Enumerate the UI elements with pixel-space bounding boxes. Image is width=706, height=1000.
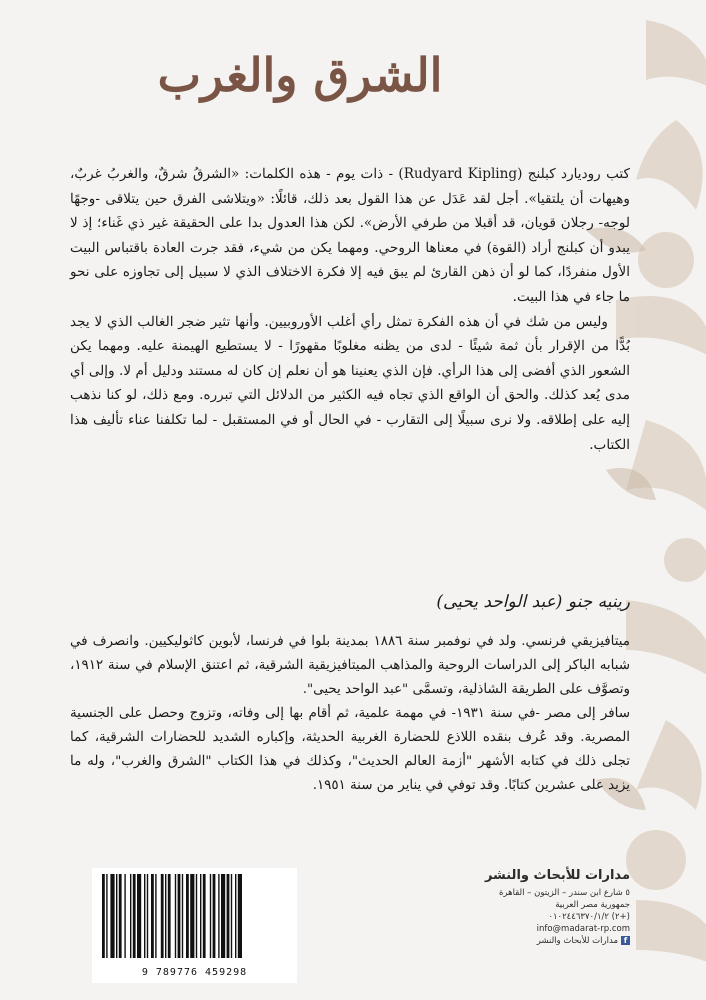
facebook-icon: f xyxy=(621,936,630,945)
publisher-block xyxy=(455,868,630,947)
book-title: الشرق والغرب xyxy=(157,48,443,102)
publisher-phone: (+٢) ٠١٠٢٤٤٦٣٧٠/١/٢ xyxy=(548,912,630,922)
author-signature: رينيه جنو (عبد الواحد يحيى) xyxy=(436,592,630,612)
blurb-paragraph: وليس من شك في أن هذه الفكرة تمثل رأي أغلب الأوروبيين. وأنها تثير ضجر الغالب الذي لا يجد بُدًّا من الإقرار بأن ثمة شيئًا - لدى من يظنه مغلوبًا مقهورًا - لا يستطيع الهيمنة عليه. ومهما يكن الشعور الذي أفضى إلى هذا الرأي. فإن الذي يعنينا هو أن نعلم إن كان له مستند ودليل أم لا. وإلى أي مدى يُعد كذلك. والحق أن الواقع الذي تجاه فيه الكثير من الدلائل التي تبرره. ومع ذلك، لو كنا نذهب إليه على إطلاقه. ولا نرى سبيلًا إلى التقارب - في الحال أو في المستقبل - لما تكلفنا عناء تأليف هذا الكتاب. xyxy=(70,313,630,453)
bio-paragraph: سافر إلى مصر -في سنة ١٩٣١- في مهمة علمية، ثم أقام بها إلى وفاته، وتزوج وحصل على الجنسية المصرية. وقد عُرف بنقده اللاذع للحضارة الغربية الحديثة، وإكباره الشديد للحضارات الشرقية، كما تجلى ذلك في كتابه الأشهر "أزمة العالم الحديث"، وكذلك في هذا الكتاب "الشرق والغرب"، وله ما يزيد على عشرين كتابًا. وقد توفي في يناير من سنة ١٩٥١. xyxy=(70,706,630,793)
bio-paragraph: ميتافيزيقي فرنسي. ولد في نوفمبر سنة ١٨٨٦ بمدينة بلوا في فرنسا، لأبوين كاثوليكيين. وانصرف في شبابه الباكر إلى الدراسات الروحية والمذاهب الميتافيزيقية الشرقية، ثم اعتنق الإسلام في سنة ١٩١٢، وتصوَّف على الطريقة الشاذلية، وتسمَّى "عبد الواحد يحيى". xyxy=(70,634,630,697)
facebook-page-name: مدارات للأبحاث والنشر xyxy=(536,936,618,946)
publisher-country: جمهورية مصر العربية xyxy=(555,900,630,910)
isbn-number: 9 789776 459298 xyxy=(141,967,248,978)
publisher-facebook xyxy=(455,935,630,947)
barcode-graphic xyxy=(98,874,291,958)
publisher-name: مدارات للأبحاث والنشر xyxy=(484,868,630,883)
calligraphy-decoration xyxy=(526,0,706,1000)
blurb-paragraph: كتب روديارد كبلنج (Rudyard Kipling) - ذات يوم - هذه الكلمات: «الشرقُ شرقٌ، والغربُ غربٌ، وهيهات أن يلتقيا». أجل لقد عَدَل عن هذا القول بعد ذلك، قائلًا: «ويتلاشى الفرق حين يتلاقى -وجهًا لوجه- رجلان قويان، قد أقبلا من طرفي الأرض». لكن هذا العدول بدا على الحقيقة غير ذي غَناء؛ إذ لا يبدو أن كبلنج أراد (القوة) في معناها الروحي. ومهما يكن من شيء، فقد جرت العادة باقتباس البيت الأول منفردًا، كما لو أن ذهن القارئ لم يبق فيه إلا فكرة الاختلاف الذي لا سبيل إلى تجاوزه على نحو ما جاء في هذا البيت. xyxy=(70,166,630,305)
publisher-address: ٥ شارع ابن سندر – الزيتون – القاهرة xyxy=(498,888,630,898)
author-bio xyxy=(70,630,630,798)
book-blurb xyxy=(70,162,630,457)
barcode-panel xyxy=(92,868,297,983)
publisher-email: info@madarat-rp.com xyxy=(536,924,630,934)
